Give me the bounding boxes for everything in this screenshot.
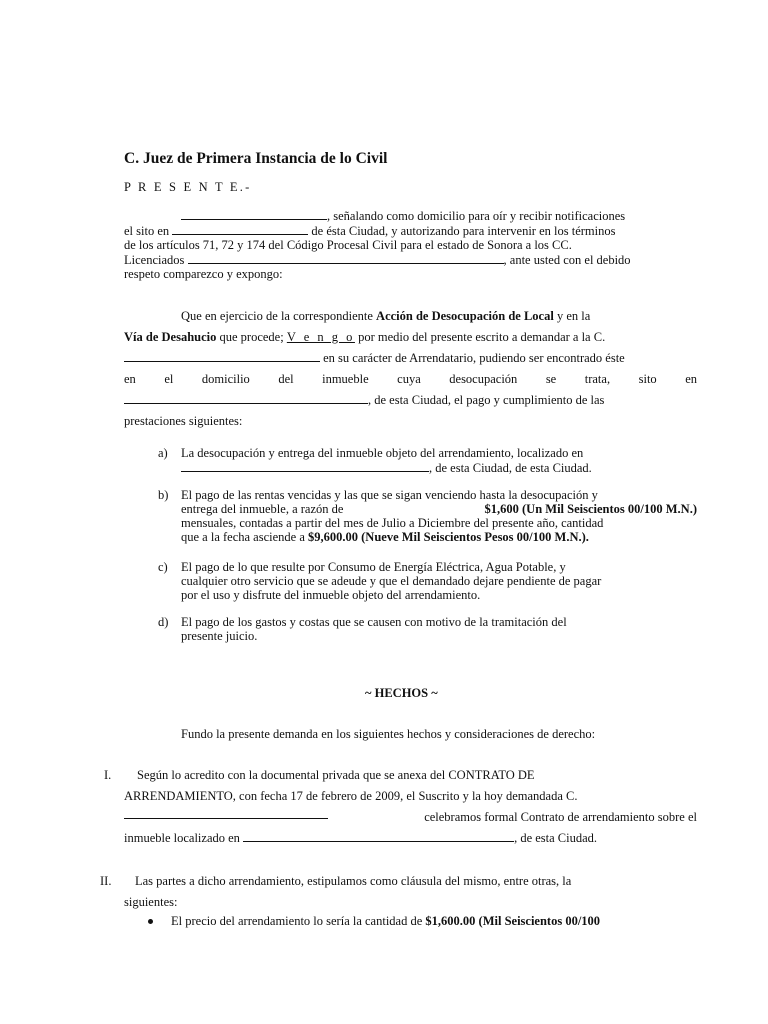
justified-line: en el domicilio del inmueble cuya desocupación se trata, sito en	[124, 372, 697, 386]
blank-line	[188, 252, 504, 264]
blank-line	[243, 830, 514, 842]
bullet-item: El precio del arrendamiento lo sería la cantidad de $1,600.00 (Mil Seiscientos 00/100	[171, 914, 601, 928]
blank-line	[124, 350, 320, 362]
document-title: C. Juez de Primera Instancia de lo Civil	[124, 150, 388, 167]
intro-line-1: , señalando como domicilio para oír y recibir notificaciones	[124, 208, 697, 223]
intro-line-2: el sito en de ésta Ciudad, y autorizando para intervenir en los términos	[124, 224, 616, 238]
hechos-heading: ~ HECHOS ~	[365, 686, 438, 700]
blank-line	[181, 460, 429, 472]
intro-line-5: respeto comparezco y expongo:	[124, 267, 283, 281]
intro-paragraph	[124, 208, 697, 281]
document-page: C. Juez de Primera Instancia de lo Civil P R E S E N T E.- , señalando como domicilio para oír y recibir notificaciones el sito en de ésta Ciudad, y autorizando para intervenir en los términos de los artículos 71, 72 y 174 del Código Procesal Civil para el estado de Sonora a los CC. Licenciados , ante usted con el debido respeto comparezco y expongo: Que en ejercicio de la correspondiente Acción de Desocupación de Local y en la Vía de Desahucio que procede; V e n g o por medio del presente escrito a demandar a la C. en su carácter de Arrendatario, pudiendo ser encontrado éste en el domicilio del inmueble cuya desocupación se trata, sito en , de esta Ciudad, el pago y cumplimiento de las prestaciones siguientes: a) La desocupación y entrega del inmueble objeto del arrendamiento, localizado en , de esta Ciudad, de esta Ciudad. b) El pago de las rentas vencidas y las que se sigan venciendo hasta la desocupación y entrega del inmueble, a razón de $1,600 (Un Mil Seiscientos 00/100 M.N.) mensuales, contadas a partir del mes de Julio a Diciembre del presente año, cantidad que a la fecha asciende a $9,600.00 (Nueve Mil Seiscientos Pesos 00/100 M.N.). c) El pago de lo que resulte por Consumo de Energía Eléctrica, Agua Potable, y cualquier otro servicio que se adeude y que el demandado dejare pendiente de pagar por el uso y disfrute del inmueble objeto del arrendamiento. d) El pago de los gastos y costas que se causen con motivo de la tramitación del presente juicio. ~ HECHOS ~ Fundo la presente demanda en los siguientes hechos y consideraciones de derecho: I. Según lo acredito con la documental privada que se anexa del CONTRATO DE ARRENDAMIENTO, con fecha 17 de febrero de 2009, el Suscrito y la hoy demandada C. celebramos formal Contrato de arrendamiento sobre el inmueble localizado en , de esta Ciudad. II. Las partes a dicho arrendamiento, estipulamos como cláusula del mismo, entre otras, la siguientes: El precio del arrendamiento lo sería la cantidad de $1,600.00 (Mil Seiscientos 00/100	[100, 150, 697, 928]
blank-line	[124, 807, 328, 819]
blank-line	[172, 223, 308, 235]
intro-line-3: de los artículos 71, 72 y 174 del Código Procesal Civil para el estado de Sonora a los CC.	[124, 238, 572, 252]
hecho-2: Las partes a dicho arrendamiento, estipulamos como cláusula del mismo, entre otras, la siguientes:	[124, 874, 572, 909]
fundo-paragraph: Fundo la presente demanda en los siguientes hechos y consideraciones de derecho:	[181, 727, 596, 741]
blank-line	[124, 392, 368, 404]
demand-paragraph: Que en ejercicio de la correspondiente Acción de Desocupación de Local y en la Vía de Desahucio que procede; V e n g o por medio del presente escrito a demandar a la C. en su carácter de Arrendatario, pudiendo ser encontrado éste en el domicilio del inmueble cuya desocupación se trata, sito en , de esta Ciudad, el pago y cumplimiento de las prestaciones siguientes:	[124, 309, 697, 428]
roman-numeral: II.	[100, 874, 112, 888]
blank-line	[181, 208, 327, 220]
roman-numeral: I.	[104, 768, 112, 782]
hecho-1: Según lo acredito con la documental privada que se anexa del CONTRATO DE ARRENDAMIENTO, con fecha 17 de febrero de 2009, el Suscrito y la hoy demandada C. celebramos formal Contrato de arrendamiento sobre el inmueble localizado en , de esta Ciudad.	[124, 768, 697, 845]
bullet-icon	[148, 919, 153, 924]
presente-heading: P R E S E N T E.-	[124, 180, 252, 194]
intro-line-4: Licenciados , ante usted con el debido	[124, 253, 631, 267]
